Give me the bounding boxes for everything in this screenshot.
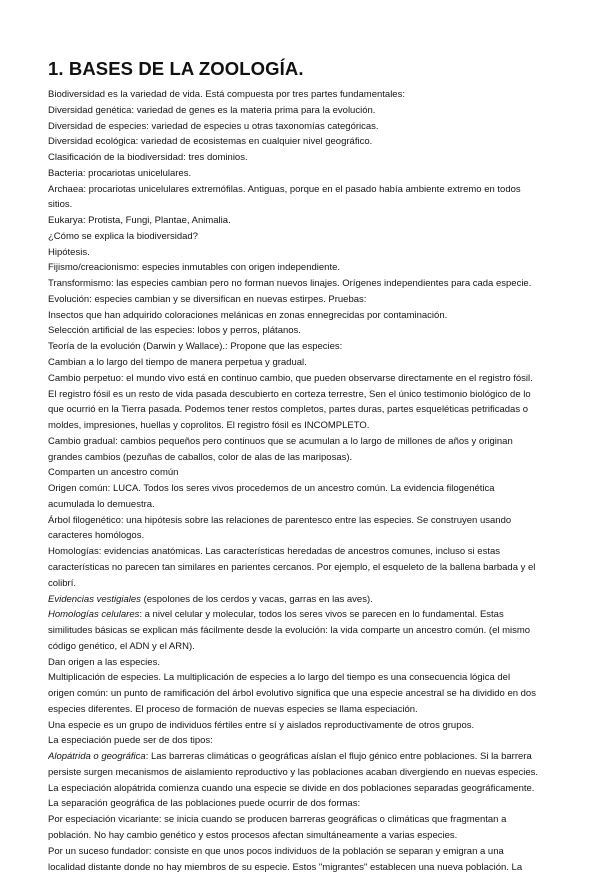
line-text: Insectos que han adquirido coloraciones melánicas en zonas ennegrecidas por contaminación. [48, 309, 448, 321]
text-line [48, 781, 556, 797]
text-line [48, 134, 556, 150]
text-line [48, 323, 556, 339]
text-line [48, 339, 556, 355]
text-line [48, 796, 556, 812]
text-line [48, 860, 556, 875]
line-text: Teoría de la evolución (Darwin y Wallace).: Propone que las especies: [48, 341, 343, 353]
line-text: La especiación alopátrida comienza cuando una especie se divide en dos poblaciones separadas geográficamente. [48, 782, 535, 794]
line-text: Diversidad genética: variedad de genes es la materia prima para la evolución. [48, 104, 376, 116]
line-text: Árbol filogenético: una hipótesis sobre las relaciones de parentesco entre las especies. Se construyen usando [48, 514, 512, 526]
line-text: Cambio gradual: cambios pequeños pero continuos que se acumulan a lo largo de millones de años y originan [48, 435, 513, 447]
text-line [48, 655, 556, 671]
text-line [48, 670, 556, 686]
line-text: código genético, el ADN y el ARN). [48, 640, 195, 652]
italic-term: Alopátrida o geográfica [48, 751, 146, 763]
italic-term: Evidencias vestigiales [48, 593, 141, 605]
text-line [48, 182, 556, 198]
text-line [48, 308, 556, 324]
text-line [48, 229, 556, 245]
line-text: Evolución: especies cambian y se diversifican en nuevas estirpes. Pruebas: [48, 293, 367, 305]
line-text: Homologías: evidencias anatómicas. Las características heredadas de ancestros comunes, incluso si estas [48, 546, 501, 558]
line-text: Diversidad de especies: variedad de especies u otras taxonomías categóricas. [48, 120, 379, 132]
text-line [48, 544, 556, 560]
line-text: : Las barreras climáticas o geográficas aíslan el flujo génico entre poblaciones. Si la barrera [145, 751, 532, 763]
line-text: moldes, impresiones, huellas y coprolitos. El registro fósil es INCOMPLETO. [48, 420, 370, 432]
text-line [48, 150, 556, 166]
line-text: Bacteria: procariotas unicelulares. [48, 167, 192, 179]
text-line [48, 87, 556, 103]
text-line [48, 623, 556, 639]
text-line [48, 607, 556, 623]
line-text: Cambio perpetuo: el mundo vivo está en continuo cambio, que pueden observarse directamente en el registro fósil. [48, 372, 533, 384]
line-text: Multiplicación de especies. La multiplicación de especies a lo largo del tiempo es una consecuencia lógica del [48, 672, 511, 684]
line-text: Fijismo/creacionismo: especies inmutables con origen independiente. [48, 262, 341, 274]
text-line [48, 213, 556, 229]
text-line [48, 718, 556, 734]
line-text: colibrí. [48, 577, 76, 589]
line-text: Transformismo: las especies cambian pero no forman nuevos linajes. Orígenes independientes para cada especie. [48, 278, 532, 290]
text-line [48, 434, 556, 450]
text-line [48, 418, 556, 434]
text-line [48, 450, 556, 466]
line-text: Una especie es un grupo de individuos fértiles entre sí y aislados reproductivamente de otros grupos. [48, 719, 475, 731]
line-text: Selección artificial de las especies: lobos y perros, plátanos. [48, 325, 301, 337]
text-line [48, 371, 556, 387]
line-text: Archaea: procariotas unicelulares extremófilas. Antiguas, porque en el pasado había ambiente extremo en todos [48, 183, 521, 195]
italic-term: Homologías celulares [48, 609, 140, 621]
text-line [48, 119, 556, 135]
line-text: Origen común: LUCA. Todos los seres vivos procedemos de un ancestro común. La evidencia filogenética [48, 483, 495, 495]
text-line [48, 292, 556, 308]
text-line [48, 197, 556, 213]
text-line [48, 481, 556, 497]
text-line [48, 245, 556, 261]
text-line [48, 560, 556, 576]
line-text: Hipótesis. [48, 246, 90, 258]
line-text: Por especiación vicariante: se inicia cuando se producen barreras geográficas o climáticas que fragmentan a [48, 814, 507, 826]
line-text: especies diferentes. El proceso de formación de nuevas especies se llama especiación. [48, 703, 418, 715]
text-line [48, 402, 556, 418]
document-body [48, 87, 556, 875]
text-line [48, 639, 556, 655]
text-line [48, 733, 556, 749]
line-text: similitudes básicas se explican más fácilmente desde la evolución: la vida comparte un ancestro común. (el mismo [48, 625, 531, 637]
text-line [48, 387, 556, 403]
text-line [48, 166, 556, 182]
text-line [48, 260, 556, 276]
line-text: Comparten un ancestro común [48, 467, 179, 479]
line-text: Diversidad ecológica: variedad de ecosistemas en cualquier nivel geográfico. [48, 136, 373, 148]
line-text: ¿Cómo se explica la biodiversidad? [48, 230, 198, 242]
text-line [48, 765, 556, 781]
line-text: persiste surgen mecanismos de aislamiento reproductivo y las poblaciones acaban divergiendo en nuevas especies. [48, 766, 539, 778]
text-line [48, 686, 556, 702]
text-line [48, 497, 556, 513]
line-text: (espolones de los cerdos y vacas, garras en las aves). [140, 593, 373, 605]
line-text: que ocurrió en la Tierra pasada. Podemos tener restos completos, partes duras, partes esqueléticas petrificadas o [48, 404, 529, 416]
line-text: Por un suceso fundador: consiste en que unos pocos individuos de la población se separan y emigran a una [48, 845, 504, 857]
document-title: 1. BASES DE LA ZOOLOGÍA. [48, 58, 304, 79]
line-text: localidad distante donde no hay miembros de su especie. Estos "migrantes" establecen una nueva población. La [48, 861, 523, 873]
text-line [48, 528, 556, 544]
text-line [48, 103, 556, 119]
text-line [48, 828, 556, 844]
line-text: El registro fósil es un resto de vida pasada descubierto en corteza terrestre, Sen el único testimonio biológico de lo [48, 388, 531, 400]
text-line [48, 812, 556, 828]
text-line [48, 576, 556, 592]
text-line [48, 465, 556, 481]
line-text: Cambian a lo largo del tiempo de manera perpetua y gradual. [48, 357, 307, 369]
text-line [48, 592, 556, 608]
line-text: población. No hay cambio genético y estos procesos afectan simultáneamente a varias especies. [48, 829, 458, 841]
text-line [48, 749, 556, 765]
line-text: grandes cambios (pezuñas de caballos, color de alas de las mariposas). [48, 451, 353, 463]
line-text: Dan origen a las especies. [48, 656, 160, 668]
line-text: La especiación puede ser de dos tipos: [48, 735, 213, 747]
line-text: Clasificación de la biodiversidad: tres dominios. [48, 152, 248, 164]
text-line [48, 355, 556, 371]
line-text: Eukarya: Protista, Fungi, Plantae, Animalia. [48, 215, 231, 227]
line-text: características no parecen tan similares en parientes cercanos. Por ejemplo, el esqueleto de la ballena barbada y el [48, 561, 536, 573]
line-text: origen común: un punto de ramificación del árbol evolutivo significa que una especie ancestral se ha dividido en dos [48, 688, 536, 700]
line-text: acumulada lo demuestra. [48, 498, 155, 510]
text-line [48, 702, 556, 718]
text-line [48, 276, 556, 292]
line-text: caracteres homólogos. [48, 530, 145, 542]
line-text: Biodiversidad es la variedad de vida. Está compuesta por tres partes fundamentales: [48, 89, 405, 100]
text-line [48, 513, 556, 529]
line-text: sitios. [48, 199, 73, 211]
line-text: La separación geográfica de las poblaciones puede ocurrir de dos formas: [48, 798, 361, 810]
text-line [48, 844, 556, 860]
line-text: : a nivel celular y molecular, todos los seres vivos se parecen en lo fundamental. Estas [139, 609, 504, 621]
